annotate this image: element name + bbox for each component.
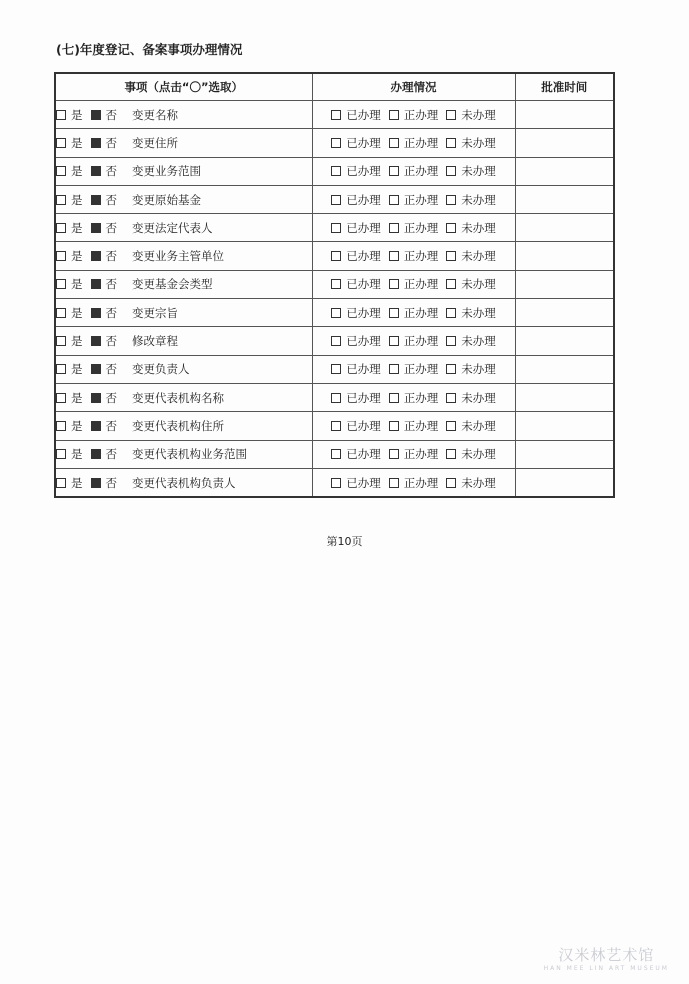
no-label: 否 xyxy=(105,107,117,122)
approval-time-cell[interactable] xyxy=(515,383,614,411)
status-not-done-label: 未办理 xyxy=(461,362,496,377)
approval-time-cell[interactable] xyxy=(515,101,614,129)
status-not-done-checkbox[interactable] xyxy=(446,393,456,403)
yes-label: 是 xyxy=(71,164,83,179)
no-checkbox-checked[interactable] xyxy=(91,364,101,374)
no-label: 否 xyxy=(105,334,117,349)
item-label: 变更住所 xyxy=(132,135,178,150)
status-not-done-checkbox[interactable] xyxy=(446,478,456,488)
approval-time-cell[interactable] xyxy=(515,129,614,157)
status-done-checkbox[interactable] xyxy=(331,421,341,431)
yes-checkbox[interactable] xyxy=(56,364,66,374)
watermark-text: 汉米林艺术馆 xyxy=(558,946,655,964)
approval-time-cell[interactable] xyxy=(515,270,614,298)
status-in-progress-label: 正办理 xyxy=(403,164,439,179)
status-in-progress-checkbox[interactable] xyxy=(389,449,399,459)
status-not-done-checkbox[interactable] xyxy=(446,364,456,374)
status-in-progress-checkbox[interactable] xyxy=(389,251,399,261)
status-done-checkbox[interactable] xyxy=(331,195,341,205)
header-approval-time: 批准时间 xyxy=(515,73,614,101)
status-in-progress-label: 正办理 xyxy=(403,362,439,377)
no-label: 否 xyxy=(105,135,117,150)
approval-time-cell[interactable] xyxy=(515,468,614,497)
status-done-label: 已办理 xyxy=(346,220,381,235)
status-in-progress-label: 正办理 xyxy=(403,334,439,349)
approval-time-cell[interactable] xyxy=(515,185,614,213)
item-label: 修改章程 xyxy=(132,334,178,349)
status-in-progress-label: 正办理 xyxy=(403,475,439,490)
approval-time-cell[interactable] xyxy=(515,299,614,327)
table-row xyxy=(55,242,614,270)
item-cell xyxy=(55,270,312,298)
yes-label: 是 xyxy=(71,334,83,349)
item-cell xyxy=(55,185,312,213)
status-cell xyxy=(312,270,515,298)
yes-label: 是 xyxy=(71,220,83,235)
table-row xyxy=(55,355,614,383)
status-in-progress-checkbox[interactable] xyxy=(389,336,399,346)
table-row xyxy=(55,412,614,440)
status-in-progress-checkbox[interactable] xyxy=(389,138,399,148)
status-in-progress-label: 正办理 xyxy=(403,277,439,292)
status-not-done-label: 未办理 xyxy=(461,135,496,150)
no-checkbox-checked[interactable] xyxy=(91,251,101,261)
status-done-label: 已办理 xyxy=(346,305,381,320)
item-label: 变更代表机构负责人 xyxy=(132,475,236,490)
table-row xyxy=(55,101,614,129)
status-not-done-label: 未办理 xyxy=(461,418,496,433)
no-checkbox-checked[interactable] xyxy=(91,110,101,120)
yes-label: 是 xyxy=(71,107,83,122)
approval-time-cell[interactable] xyxy=(515,355,614,383)
status-in-progress-checkbox[interactable] xyxy=(389,478,399,488)
yes-checkbox[interactable] xyxy=(56,166,66,176)
status-not-done-label: 未办理 xyxy=(461,107,496,122)
status-not-done-label: 未办理 xyxy=(461,447,496,462)
no-label: 否 xyxy=(105,390,117,405)
table-row xyxy=(55,157,614,185)
status-cell xyxy=(312,383,515,411)
table-row xyxy=(55,270,614,298)
status-done-label: 已办理 xyxy=(346,192,381,207)
item-label: 变更名称 xyxy=(132,107,178,122)
approval-time-cell[interactable] xyxy=(515,214,614,242)
status-done-checkbox[interactable] xyxy=(331,166,341,176)
status-in-progress-checkbox[interactable] xyxy=(389,308,399,318)
yes-label: 是 xyxy=(71,362,83,377)
item-cell xyxy=(55,157,312,185)
status-done-label: 已办理 xyxy=(346,390,381,405)
page-number: 第10页 xyxy=(326,535,363,548)
status-not-done-checkbox[interactable] xyxy=(446,166,456,176)
no-label: 否 xyxy=(105,192,117,207)
status-cell xyxy=(312,355,515,383)
watermark-logo xyxy=(544,944,669,972)
approval-time-cell[interactable] xyxy=(515,327,614,355)
yes-label: 是 xyxy=(71,390,83,405)
item-cell xyxy=(55,327,312,355)
item-cell xyxy=(55,383,312,411)
table-row xyxy=(55,383,614,411)
approval-time-cell[interactable] xyxy=(515,157,614,185)
status-in-progress-checkbox[interactable] xyxy=(389,195,399,205)
status-done-label: 已办理 xyxy=(346,277,381,292)
status-done-checkbox[interactable] xyxy=(331,138,341,148)
status-in-progress-checkbox[interactable] xyxy=(389,223,399,233)
status-in-progress-label: 正办理 xyxy=(403,447,439,462)
status-cell xyxy=(312,468,515,497)
status-not-done-checkbox[interactable] xyxy=(446,110,456,120)
item-label: 变更原始基金 xyxy=(132,192,201,207)
header-item: 事项（点击“〇”选取） xyxy=(55,73,312,101)
yes-checkbox[interactable] xyxy=(56,251,66,261)
approval-time-cell[interactable] xyxy=(515,242,614,270)
no-checkbox-checked[interactable] xyxy=(91,195,101,205)
table-row xyxy=(55,129,614,157)
item-cell xyxy=(55,355,312,383)
status-done-checkbox[interactable] xyxy=(331,449,341,459)
status-not-done-label: 未办理 xyxy=(461,192,496,207)
status-in-progress-label: 正办理 xyxy=(403,418,439,433)
yes-label: 是 xyxy=(71,277,83,292)
approval-time-cell[interactable] xyxy=(515,440,614,468)
no-checkbox-checked[interactable] xyxy=(91,393,101,403)
item-label: 变更法定代表人 xyxy=(132,220,213,235)
yes-checkbox[interactable] xyxy=(56,449,66,459)
no-label: 否 xyxy=(105,220,117,235)
status-not-done-checkbox[interactable] xyxy=(446,223,456,233)
table-row xyxy=(55,327,614,355)
yes-checkbox[interactable] xyxy=(56,223,66,233)
status-done-label: 已办理 xyxy=(346,475,381,490)
no-label: 否 xyxy=(105,475,117,490)
status-done-label: 已办理 xyxy=(346,447,381,462)
status-done-label: 已办理 xyxy=(346,418,381,433)
status-in-progress-checkbox[interactable] xyxy=(389,166,399,176)
status-cell xyxy=(312,440,515,468)
status-not-done-checkbox[interactable] xyxy=(446,279,456,289)
item-label: 变更代表机构业务范围 xyxy=(132,447,247,462)
yes-label: 是 xyxy=(71,447,83,462)
status-not-done-label: 未办理 xyxy=(461,249,496,264)
table-row xyxy=(55,468,614,497)
status-not-done-label: 未办理 xyxy=(461,277,496,292)
status-not-done-checkbox[interactable] xyxy=(446,138,456,148)
status-not-done-checkbox[interactable] xyxy=(446,308,456,318)
no-label: 否 xyxy=(105,305,117,320)
no-label: 否 xyxy=(105,362,117,377)
yes-checkbox[interactable] xyxy=(56,138,66,148)
item-label: 变更业务范围 xyxy=(132,164,201,179)
status-not-done-checkbox[interactable] xyxy=(446,336,456,346)
item-label: 变更宗旨 xyxy=(132,305,178,320)
yes-checkbox[interactable] xyxy=(56,421,66,431)
no-checkbox-checked[interactable] xyxy=(91,279,101,289)
item-cell xyxy=(55,440,312,468)
no-checkbox-checked[interactable] xyxy=(91,223,101,233)
status-done-checkbox[interactable] xyxy=(331,110,341,120)
status-cell xyxy=(312,129,515,157)
no-label: 否 xyxy=(105,164,117,179)
status-in-progress-label: 正办理 xyxy=(403,249,439,264)
item-label: 变更基金会类型 xyxy=(132,277,213,292)
no-checkbox-checked[interactable] xyxy=(91,449,101,459)
no-label: 否 xyxy=(105,277,117,292)
no-checkbox-checked[interactable] xyxy=(91,421,101,431)
yes-checkbox[interactable] xyxy=(56,336,66,346)
status-done-checkbox[interactable] xyxy=(331,393,341,403)
table-header-row xyxy=(55,73,614,101)
status-done-checkbox[interactable] xyxy=(331,308,341,318)
status-in-progress-label: 正办理 xyxy=(403,135,439,150)
status-cell xyxy=(312,242,515,270)
item-cell xyxy=(55,214,312,242)
yes-checkbox[interactable] xyxy=(56,279,66,289)
item-label: 变更代表机构住所 xyxy=(132,418,224,433)
status-not-done-label: 未办理 xyxy=(461,305,496,320)
status-not-done-checkbox[interactable] xyxy=(446,195,456,205)
status-in-progress-checkbox[interactable] xyxy=(389,110,399,120)
status-in-progress-label: 正办理 xyxy=(403,390,439,405)
no-checkbox-checked[interactable] xyxy=(91,308,101,318)
status-in-progress-label: 正办理 xyxy=(403,305,439,320)
yes-checkbox[interactable] xyxy=(56,195,66,205)
item-cell xyxy=(55,299,312,327)
status-not-done-checkbox[interactable] xyxy=(446,421,456,431)
status-done-checkbox[interactable] xyxy=(331,478,341,488)
registration-table xyxy=(54,72,615,498)
status-not-done-checkbox[interactable] xyxy=(446,251,456,261)
status-in-progress-label: 正办理 xyxy=(403,107,439,122)
table-row xyxy=(55,214,614,242)
yes-label: 是 xyxy=(71,418,83,433)
status-done-label: 已办理 xyxy=(346,164,381,179)
status-in-progress-checkbox[interactable] xyxy=(389,364,399,374)
item-cell xyxy=(55,129,312,157)
status-done-checkbox[interactable] xyxy=(331,223,341,233)
item-label: 变更负责人 xyxy=(132,362,190,377)
status-done-label: 已办理 xyxy=(346,334,381,349)
no-label: 否 xyxy=(105,249,117,264)
item-cell xyxy=(55,412,312,440)
no-checkbox-checked[interactable] xyxy=(91,166,101,176)
yes-checkbox[interactable] xyxy=(56,478,66,488)
status-in-progress-checkbox[interactable] xyxy=(389,421,399,431)
no-label: 否 xyxy=(105,418,117,433)
approval-time-cell[interactable] xyxy=(515,412,614,440)
item-label: 变更代表机构名称 xyxy=(132,390,224,405)
yes-label: 是 xyxy=(71,135,83,150)
status-done-label: 已办理 xyxy=(346,249,381,264)
item-cell xyxy=(55,468,312,497)
status-not-done-checkbox[interactable] xyxy=(446,449,456,459)
status-done-checkbox[interactable] xyxy=(331,279,341,289)
status-cell xyxy=(312,412,515,440)
status-cell xyxy=(312,101,515,129)
status-cell xyxy=(312,214,515,242)
item-cell xyxy=(55,101,312,129)
status-in-progress-checkbox[interactable] xyxy=(389,393,399,403)
no-checkbox-checked[interactable] xyxy=(91,336,101,346)
status-not-done-label: 未办理 xyxy=(461,220,496,235)
yes-checkbox[interactable] xyxy=(56,308,66,318)
yes-label: 是 xyxy=(71,249,83,264)
status-done-checkbox[interactable] xyxy=(331,251,341,261)
status-cell xyxy=(312,299,515,327)
status-done-label: 已办理 xyxy=(346,135,381,150)
section-title: (七)年度登记、备案事项办理情况 xyxy=(56,42,243,57)
no-checkbox-checked[interactable] xyxy=(91,138,101,148)
status-done-label: 已办理 xyxy=(346,362,381,377)
status-done-checkbox[interactable] xyxy=(331,336,341,346)
status-in-progress-label: 正办理 xyxy=(403,192,439,207)
status-not-done-label: 未办理 xyxy=(461,164,496,179)
status-cell xyxy=(312,157,515,185)
status-done-checkbox[interactable] xyxy=(331,364,341,374)
item-label: 变更业务主管单位 xyxy=(132,249,224,264)
yes-label: 是 xyxy=(71,475,83,490)
header-status: 办理情况 xyxy=(312,73,515,101)
item-cell xyxy=(55,242,312,270)
table-row xyxy=(55,440,614,468)
yes-checkbox[interactable] xyxy=(56,110,66,120)
status-in-progress-label: 正办理 xyxy=(403,220,439,235)
yes-label: 是 xyxy=(71,192,83,207)
no-checkbox-checked[interactable] xyxy=(91,478,101,488)
yes-checkbox[interactable] xyxy=(56,393,66,403)
status-cell xyxy=(312,185,515,213)
status-not-done-label: 未办理 xyxy=(461,390,496,405)
status-in-progress-checkbox[interactable] xyxy=(389,279,399,289)
table-row xyxy=(55,299,614,327)
status-not-done-label: 未办理 xyxy=(461,334,496,349)
status-done-label: 已办理 xyxy=(346,107,381,122)
status-cell xyxy=(312,327,515,355)
no-label: 否 xyxy=(105,447,117,462)
status-not-done-label: 未办理 xyxy=(461,475,496,490)
yes-label: 是 xyxy=(71,305,83,320)
watermark-subtext: HAN MEE LIN ART MUSEUM xyxy=(543,965,669,972)
table-row xyxy=(55,185,614,213)
